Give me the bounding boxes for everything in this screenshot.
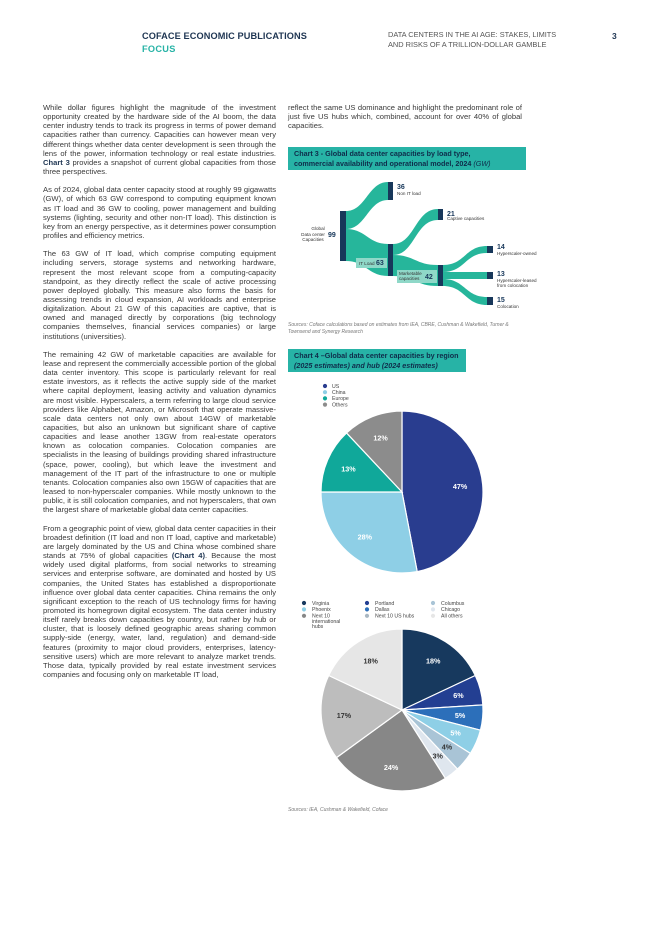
hub-legend-all-others: All others xyxy=(441,613,463,620)
hub-legend-next-10-us-hubs: Next 10 US hubs xyxy=(375,613,415,620)
hub-legend-phoenix: Phoenix xyxy=(312,607,331,614)
hub-label-dallas: 5% xyxy=(454,710,466,720)
hyperscaler-leased-label-1: Hyperscaler-leased xyxy=(497,278,537,283)
paragraph-2: As of 2024, global data center capacity stood at roughly 99 gigawatts (GW), of which 63 GW correspond to computing equipment known as IT load and 36 GW to cooling, power management and building systems (lighting, security and other non-IT load). This distinction is key from an energy perspective, as it determines power consumption profiles and efficiency metrics. xyxy=(43,185,276,241)
paragraph-5-text-a: From a geographic point of view, global data center capacities in their broadest definition (IT load and non IT load, captive and marketable) are largely dominated by the US and China whose combined share stands at 75% of global capacities xyxy=(43,523,277,561)
paragraph-3: The 63 GW of IT load, which comprise computing equipment including servers, storage systems and networking hardware, represent the most relevant scope from a computing-capacity standpoint, as they directly reflect the scale of active processing power deployed globally. This measure also forms the basis for assessing trends in cloud expansion, AI workloads and enterprise digitalization. About 21 GW of this capacities are captive, that is owned and managed directly by corporations (big technology companies themselves, financial services companies) or large institutions (universities). xyxy=(43,249,276,341)
paragraph-1-text-b: provides a snapshot of current global capacities from those three perspectives. xyxy=(43,157,276,177)
region-label-others: 12% xyxy=(373,433,388,443)
hub-legend-marker-next-10-international-hubs xyxy=(302,614,306,618)
hub-legend-line: international xyxy=(312,618,341,625)
hub-label-chicago: 3% xyxy=(432,751,443,761)
hub-legend-marker-portland xyxy=(365,601,369,605)
hyperscaler-leased-value: 13 xyxy=(497,271,505,278)
chart-4-title-line-2: (2025 estimates) and hub (2024 estimates) xyxy=(294,360,438,370)
region-label-china: 28% xyxy=(357,532,373,542)
page-number: 3 xyxy=(612,31,617,41)
marketable-label-2: capacities xyxy=(399,276,420,281)
colocation-label: Colocation xyxy=(497,304,519,309)
region-label-europe: 13% xyxy=(341,464,356,474)
hub-legend-marker-dallas xyxy=(365,607,369,611)
hub-label-all-others: 18% xyxy=(363,656,378,666)
region-legend-others: Others xyxy=(332,402,348,409)
chart-4-source: Sources: IEA, Cushman & Wakefield, Coface xyxy=(288,807,388,813)
hub-legend-columbus: Columbus xyxy=(441,600,465,607)
chart-4-title-line-1: Chart 4 –Global data center capacities by region xyxy=(294,351,459,360)
global-value: 99 xyxy=(328,232,336,239)
section-label: FOCUS xyxy=(142,44,176,54)
hub-legend-marker-columbus xyxy=(431,601,435,605)
global-label-2: Data center xyxy=(301,232,325,237)
global-label-3: Capacities xyxy=(302,237,324,242)
it-load-value: 63 xyxy=(376,260,384,267)
hyperscaler-owned-value: 14 xyxy=(497,244,505,251)
hyperscaler-leased-label-2: from colocation xyxy=(497,283,529,288)
paragraph-5-text-b: . Because the most widely used digital platforms, from social networks to streaming services and enterprise software, are dominated and hosted by US companies, the United States has established a disproportionate influence over global data center capacities. China remains the only significant exception to the reach of US technology firms for having promoted its homegrown digital ecosystem. The data center industry itself rarely breaks down capacities by country, but rather by hub or cluster, that is loosely defined geographic areas sharing common supply-side (energy, water, land, regulation) and demand-side features (proximity to major cloud providers, enterprises, latency-sensitive users) which are more relevant to analyze market trends. Those data, typically provided by real estate investment services companies and focusing only on marketable IT load, xyxy=(43,551,276,680)
hub-label-next-10-international-hubs: 24% xyxy=(383,762,399,772)
region-legend-europe: Europe xyxy=(332,396,349,403)
region-legend-marker-others xyxy=(323,403,327,407)
hub-label-phoenix: 5% xyxy=(450,728,461,738)
hub-legend-line: Next 10 xyxy=(312,613,330,620)
hub-legend-portland: Portland xyxy=(375,600,395,607)
it-load-label: IT Load xyxy=(359,261,375,266)
right-column-intro: reflect the same US dominance and highlight the predominant role of just five US hubs which, combined, account for over 40% of global capacities. xyxy=(288,103,522,131)
captive-value: 21 xyxy=(447,211,455,218)
colocation-value: 15 xyxy=(497,297,505,304)
hub-legend-virginia: Virginia xyxy=(312,600,330,607)
chart-3-title-line-2-text: commercial availability and operational model, 2024 xyxy=(294,158,474,168)
hub-label-columbus: 4% xyxy=(441,742,453,752)
hub-label-portland: 6% xyxy=(453,690,464,700)
chart-3-reference: Chart 3 xyxy=(43,157,70,167)
global-label-1: Global xyxy=(311,226,325,231)
hub-legend-marker-all-others xyxy=(431,614,435,618)
document-title-line-1: DATA CENTERS IN THE AI AGE: STAKES, LIMITS xyxy=(388,30,557,39)
chart-3-source: Sources: Coface calculations based on estimates from IEA, CBRE, Cushman & Wakefield, Turner & Townsend and Synergy Research xyxy=(288,322,509,335)
region-slice-us xyxy=(402,411,483,572)
non-it-label: Non IT load xyxy=(397,191,421,196)
hub-legend-marker-phoenix xyxy=(302,607,306,611)
publication-name: COFACE ECONOMIC PUBLICATIONS xyxy=(142,31,307,41)
paragraph-4: The remaining 42 GW of marketable capacities are available for lease and represent the commercially accessible portion of the global data center inventory. This scope is particularly relevant for real estate investors, as it reflects the active supply side of the market where capital deployment, leasing activity and valuation dynamics are most visible. Hyperscalers, a term referring to large cloud service providers like Alphabet, Amazon, or Microsoft that operate massive-scale data centers not only own about 14GW of marketable capacities, but also an unknown but significant share of captive capacities and lease another 13GW from real-estate operators known as colocation companies. Colocation companies are specialists in the leasing of buildings providing shared infrastructure (space, power, cooling), but which leave the investment and management of the IT part of the infrastructure to one or multiple tenants. Colocation companies also own 15GW of capacities that are leased to non-hyperscaler companies. While mostly unknown to the public, it is still colocation companies, and not hyperscalers, that own the largest share of marketable global data center capacities. xyxy=(43,349,276,515)
region-label-us: 47% xyxy=(452,482,468,492)
marketable-label-1: Marketable xyxy=(399,271,422,276)
hub-legend-line: hubs xyxy=(312,624,324,631)
hub-legend-chicago: Chicago xyxy=(441,607,461,614)
region-legend-us: US xyxy=(332,383,340,390)
non-it-value: 36 xyxy=(397,184,405,191)
hub-label-next-10-us-hubs: 17% xyxy=(336,710,352,720)
hub-legend-dallas: Dallas xyxy=(375,607,390,614)
hub-legend-marker-next-10-us-hubs xyxy=(365,614,369,618)
chart-3-title-line-1: Chart 3 - Global data center capacities by load type, xyxy=(294,149,471,158)
region-legend-marker-europe xyxy=(323,396,327,400)
chart-3-unit: (GW) xyxy=(473,158,491,168)
hub-legend-next-10-international-hubs xyxy=(312,614,340,631)
chart-4-reference: (Chart 4) xyxy=(171,551,206,561)
document-title-line-2: AND RISKS OF A TRILLION-DOLLAR GAMBLE xyxy=(388,40,547,49)
hub-label-virginia: 18% xyxy=(426,656,441,666)
captive-label: Captive capacities xyxy=(447,216,485,221)
paragraph-1-text-a: While dollar figures highlight the magnitude of the investment opportunity created by the hardware side of the AI boom, the data center industry tends to track its progress in terms of power demand capacities rather than currency. Capacities can however mean very different things whether data center development is seen through the lens of the power, information technology or real estate industries. xyxy=(43,103,276,158)
hub-legend-marker-virginia xyxy=(302,601,306,605)
hyperscaler-owned-label: Hyperscaler-owned xyxy=(497,251,537,256)
marketable-value: 42 xyxy=(425,274,433,281)
hub-legend-marker-chicago xyxy=(431,607,435,611)
region-legend-marker-china xyxy=(323,390,327,394)
region-legend-china: China xyxy=(332,390,346,396)
region-legend-marker-us xyxy=(323,384,327,388)
